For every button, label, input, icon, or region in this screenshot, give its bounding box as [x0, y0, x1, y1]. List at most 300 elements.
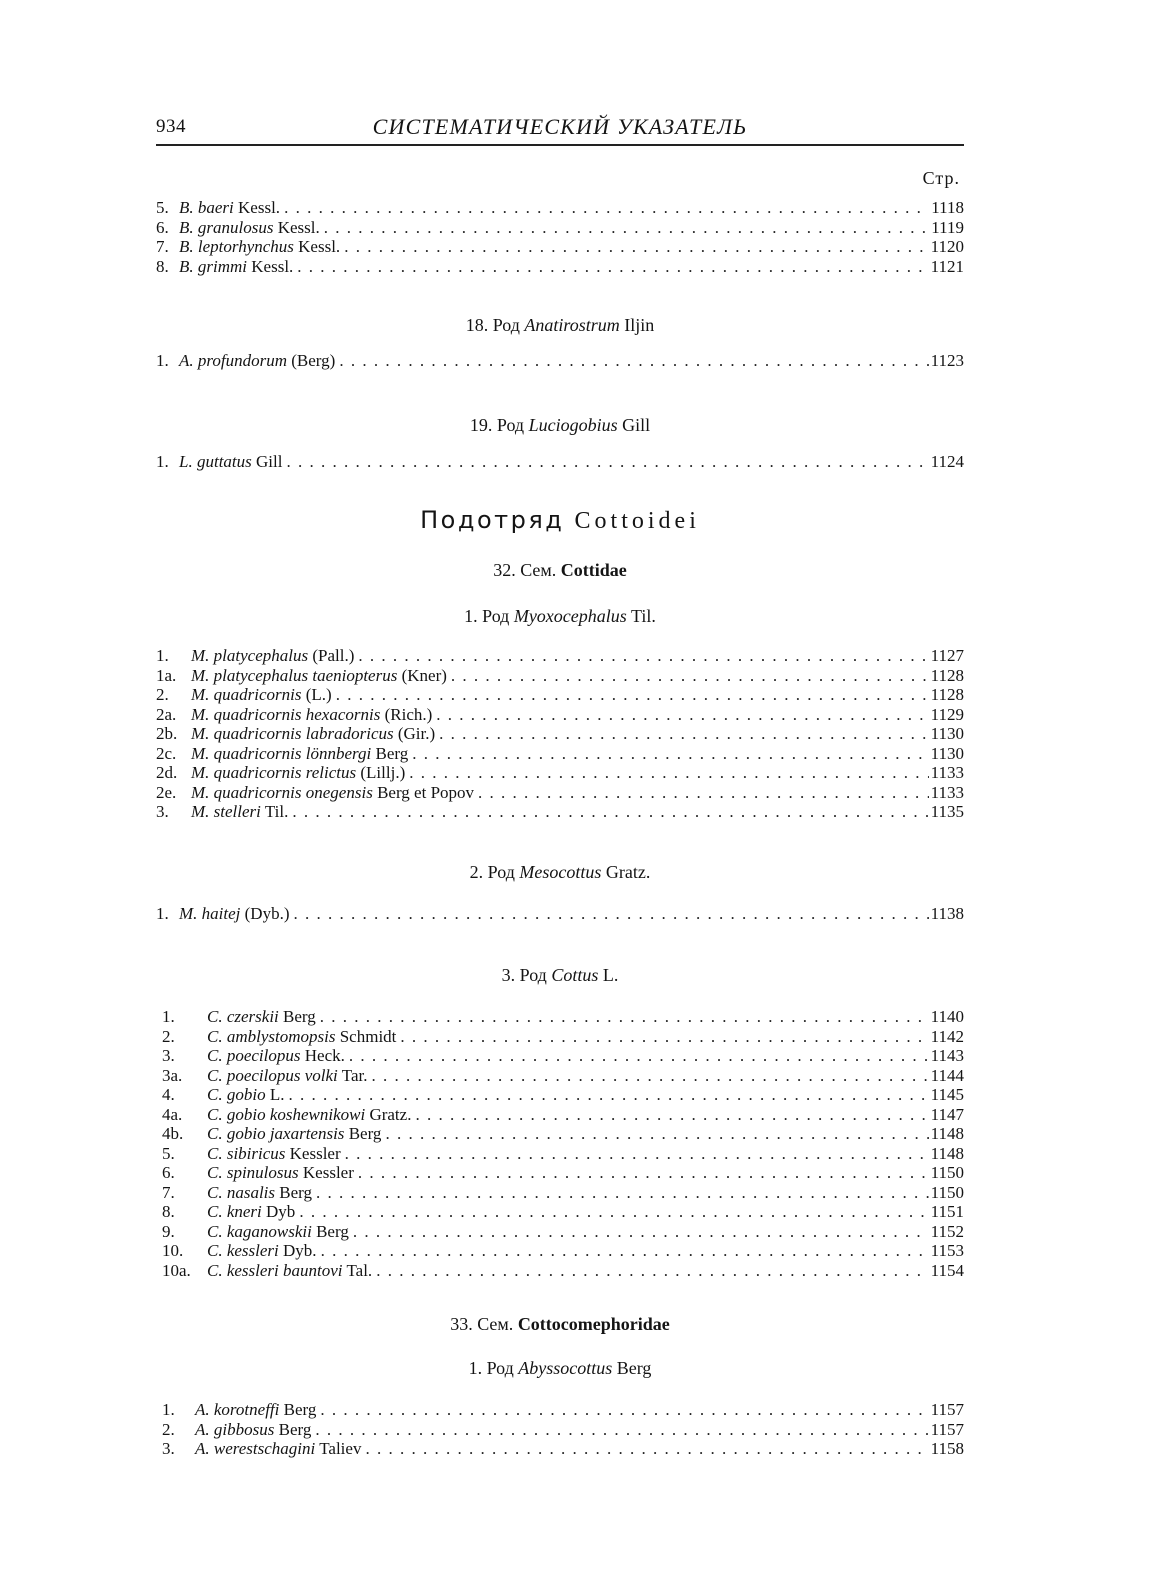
entry-page: 1128	[930, 665, 964, 685]
entry-author: (Lillj.)	[360, 763, 406, 782]
entry-page: 1130	[930, 743, 964, 763]
entry-author: Kessler	[302, 1163, 354, 1182]
dot-leader	[408, 744, 928, 764]
entry-name	[186, 724, 435, 744]
entry-genus-abbr: A.	[195, 1439, 210, 1458]
dot-leader	[316, 1007, 929, 1027]
entry-name	[174, 218, 320, 238]
family-rank: Сем.	[477, 1314, 514, 1334]
dot-leader	[290, 904, 929, 924]
index-entry	[156, 218, 964, 238]
index-entry	[156, 802, 964, 822]
entry-number: 1.	[162, 1400, 175, 1419]
entry-name	[202, 1124, 381, 1144]
family-heading-cottidae	[156, 558, 964, 582]
running-title: СИСТЕМАТИЧЕСКИЙ УКАЗАТЕЛЬ	[372, 114, 748, 139]
dot-leader	[341, 1144, 929, 1164]
entry-number: 2a.	[156, 704, 177, 724]
entry-page: 1119	[931, 217, 964, 237]
entry-name	[186, 685, 332, 705]
genus-name: Cottus	[551, 965, 599, 985]
list-cottus	[156, 1007, 964, 1280]
entry-species: kessleri	[226, 1241, 279, 1260]
dot-leader	[354, 646, 928, 666]
entry-number: 2e.	[156, 782, 177, 802]
entry-species: quadricornis labradoricus	[213, 724, 394, 743]
genus-heading-mesocottus	[156, 860, 964, 884]
index-entry	[162, 1261, 964, 1281]
entry-page: 1124	[930, 451, 964, 471]
entry-author: Taliev	[319, 1439, 362, 1458]
dot-leader	[332, 685, 929, 705]
genus-heading-abyssocottus	[156, 1356, 964, 1380]
index-entry	[156, 646, 964, 666]
entry-page: 1151	[930, 1202, 964, 1221]
entry-name	[186, 646, 354, 666]
index-entry	[156, 744, 964, 764]
list-top	[156, 198, 964, 276]
entry-species: quadricornis onegensis	[213, 782, 373, 802]
entry-species: poecilopus	[226, 1046, 301, 1065]
entry-name	[174, 452, 282, 472]
index-entry	[162, 1066, 964, 1086]
entry-number: 8.	[156, 256, 169, 276]
entry-name	[202, 1261, 372, 1281]
entry-name	[202, 1046, 345, 1066]
dot-leader	[284, 1085, 928, 1105]
dot-leader	[361, 1439, 928, 1459]
entry-number: 10.	[162, 1241, 184, 1260]
heading-rank: Род	[492, 315, 520, 335]
entry-number: 9.	[162, 1221, 175, 1241]
entry-author: Berg	[283, 1007, 316, 1026]
entry-page: 1145	[930, 1085, 964, 1104]
entry-number: 10a.	[162, 1260, 191, 1280]
entry-author: Berg	[316, 1221, 349, 1241]
entry-author: (Pall.)	[312, 646, 355, 665]
entry-author: Kessl.	[251, 256, 294, 276]
entry-number: 2.	[156, 685, 169, 704]
dot-leader	[293, 257, 928, 277]
entry-species: quadricornis relictus	[213, 763, 357, 782]
entry-author: Kessl.	[238, 198, 281, 217]
index-entry	[162, 1400, 964, 1420]
entry-name	[186, 666, 447, 686]
index-entry	[162, 1183, 964, 1203]
genus-author: Iljin	[624, 315, 655, 335]
index-content	[156, 168, 964, 1459]
heading-rank: Род	[496, 414, 525, 435]
entry-name	[186, 763, 405, 783]
entry-species: haitej	[201, 903, 241, 923]
entry-page: 1130	[930, 724, 964, 743]
entry-genus-abbr: C.	[207, 1182, 223, 1202]
heading-number: 19.	[469, 414, 493, 435]
dot-leader	[340, 237, 928, 257]
index-entry	[156, 724, 964, 744]
entry-genus-abbr: B.	[179, 198, 194, 217]
index-entry	[156, 198, 964, 218]
entry-genus-abbr: C.	[207, 1007, 223, 1026]
index-entry	[162, 1027, 964, 1047]
entry-page: 1157	[930, 1400, 964, 1419]
entry-species: guttatus	[196, 451, 252, 471]
entry-author: Til.	[264, 802, 289, 821]
dot-leader	[474, 783, 929, 803]
dot-leader	[288, 802, 928, 822]
entry-species: amblystomopsis	[226, 1026, 336, 1046]
entry-genus-abbr: M.	[191, 646, 210, 665]
entry-name	[202, 1007, 316, 1027]
entry-name	[202, 1183, 312, 1203]
genus-author: Berg	[616, 1358, 652, 1378]
entry-number: 5.	[162, 1143, 175, 1163]
entry-name	[174, 904, 290, 924]
entry-species: gobio jaxartensis	[226, 1124, 345, 1143]
genus-heading-anatirostrum	[156, 313, 964, 337]
family-number: 32.	[493, 560, 516, 580]
heading-rank: Род	[519, 965, 547, 985]
entry-genus-abbr: C.	[207, 1260, 223, 1280]
entry-genus-abbr: C.	[207, 1202, 223, 1221]
entry-number: 7.	[156, 237, 169, 256]
entry-number: 1.	[162, 1007, 175, 1026]
index-entry	[162, 1241, 964, 1261]
entry-author: (Rich.)	[384, 704, 433, 724]
entry-name	[174, 237, 340, 257]
entry-genus-abbr: A.	[179, 351, 194, 370]
heading-rank: Род	[482, 606, 510, 626]
entry-genus-abbr: C.	[207, 1026, 223, 1046]
entry-species: nasalis	[226, 1182, 276, 1202]
entry-species: platycephalus taeniopterus	[213, 665, 398, 685]
suborder-name: Cottoidei	[574, 508, 700, 534]
entry-number: 3a.	[162, 1065, 183, 1085]
dot-leader	[282, 452, 928, 472]
index-entry	[162, 1046, 964, 1066]
entry-name	[186, 744, 408, 764]
index-entry	[162, 1420, 964, 1440]
entry-name	[186, 705, 432, 725]
entry-name	[202, 1222, 349, 1242]
entry-genus-abbr: M.	[191, 724, 210, 743]
entry-genus-abbr: A.	[195, 1400, 210, 1419]
list-luciogobius	[156, 452, 964, 472]
family-name: Cottidae	[560, 560, 627, 580]
entry-author: Berg	[283, 1400, 317, 1419]
index-entry	[156, 685, 964, 705]
index-entry	[156, 705, 964, 725]
genus-heading-luciogobius	[156, 413, 964, 437]
genus-heading-myoxocephalus	[156, 604, 964, 628]
family-number: 33.	[450, 1314, 473, 1334]
entry-name	[174, 198, 280, 218]
entry-species: granulosus	[197, 217, 274, 237]
entry-page: 1127	[930, 646, 964, 665]
entry-author: (Kner)	[401, 665, 447, 685]
entry-genus-abbr: M.	[191, 704, 210, 724]
entry-author: Kessler	[289, 1143, 341, 1163]
dot-leader	[432, 705, 928, 725]
entry-number: 2.	[162, 1026, 175, 1046]
entry-author: Gill	[256, 451, 283, 471]
index-entry	[162, 1007, 964, 1027]
entry-name	[186, 802, 288, 822]
entry-author: Kessl.	[277, 217, 320, 237]
entry-number: 1.	[156, 646, 169, 665]
entry-author: (Berg)	[291, 351, 336, 370]
entry-page: 1135	[930, 802, 964, 821]
entry-number: 6.	[162, 1163, 175, 1182]
genus-author: L.	[602, 965, 619, 985]
index-entry	[156, 257, 964, 277]
entry-page: 1138	[930, 903, 964, 923]
index-entry	[162, 1105, 964, 1125]
entry-author: (Gir.)	[397, 724, 436, 743]
index-entry	[162, 1144, 964, 1164]
entry-genus-abbr: M.	[191, 665, 210, 685]
entry-name	[202, 1027, 396, 1047]
entry-genus-abbr: C.	[207, 1163, 223, 1182]
entry-page: 1120	[930, 237, 964, 256]
entry-species: kaganowskii	[226, 1221, 312, 1241]
entry-page: 1121	[930, 256, 964, 276]
entry-name	[202, 1085, 284, 1105]
entry-number: 2.	[162, 1419, 175, 1439]
entry-genus-abbr: C.	[207, 1046, 223, 1065]
family-heading-cottocomephoridae	[156, 1312, 964, 1336]
index-entry	[162, 1222, 964, 1242]
dot-leader	[311, 1420, 928, 1440]
entry-genus-abbr: M.	[191, 685, 210, 704]
heading-number: 3.	[501, 965, 516, 985]
entry-genus-abbr: C.	[207, 1221, 223, 1241]
entry-page: 1148	[930, 1143, 964, 1163]
entry-name	[202, 1163, 354, 1183]
entry-number: 1.	[156, 351, 169, 370]
entry-genus-abbr: C.	[207, 1124, 223, 1143]
index-entry	[156, 904, 964, 924]
genus-name: Myoxocephalus	[513, 606, 627, 626]
dot-leader	[320, 218, 930, 238]
suborder-heading	[156, 505, 964, 536]
entry-name	[202, 1144, 341, 1164]
index-entry	[156, 666, 964, 686]
entry-name	[186, 783, 474, 803]
entry-page: 1118	[931, 198, 964, 217]
entry-author: Berg	[375, 743, 409, 763]
entry-number: 3.	[162, 1439, 175, 1458]
entry-page: 1133	[930, 782, 964, 802]
entry-number: 3.	[162, 1046, 175, 1065]
entry-number: 2d.	[156, 763, 178, 782]
dot-leader	[396, 1027, 928, 1047]
dot-leader	[280, 198, 929, 218]
entry-page: 1147	[930, 1104, 964, 1124]
entry-author: Heck.	[304, 1046, 345, 1065]
dot-leader	[354, 1163, 929, 1183]
entry-genus-abbr: M.	[191, 802, 210, 821]
entry-species: gobio koshewnikowi	[226, 1104, 366, 1124]
entry-name	[202, 1066, 367, 1086]
entry-author: Berg et Popov	[377, 782, 475, 802]
heading-number: 18.	[465, 315, 489, 335]
entry-genus-abbr: C.	[207, 1143, 223, 1163]
entry-name	[190, 1439, 361, 1459]
dot-leader	[405, 763, 928, 783]
list-abyssocottus	[156, 1400, 964, 1459]
index-entry	[162, 1085, 964, 1105]
genus-author: Gill	[622, 414, 651, 435]
entry-species: quadricornis	[213, 685, 302, 704]
entry-page: 1123	[930, 351, 964, 370]
entry-number: 1.	[156, 903, 169, 923]
entry-page: 1143	[930, 1046, 964, 1065]
entry-genus-abbr: C.	[207, 1065, 223, 1085]
heading-rank: Род	[487, 861, 515, 882]
entry-name	[202, 1105, 411, 1125]
entry-species: gobio	[226, 1085, 266, 1104]
entry-page: 1154	[930, 1260, 964, 1280]
entry-species: gibbosus	[213, 1419, 275, 1439]
entry-author: (Dyb.)	[244, 903, 290, 923]
entry-genus-abbr: L.	[179, 451, 193, 471]
entry-page: 1128	[930, 685, 964, 704]
entry-page: 1153	[930, 1241, 964, 1260]
suborder-rank: Подотряд	[420, 506, 565, 534]
entry-species: kneri	[226, 1202, 262, 1221]
entry-page: 1129	[930, 704, 964, 724]
page-header	[156, 110, 964, 144]
entry-name	[202, 1202, 295, 1222]
entry-species: baeri	[197, 198, 234, 217]
entry-author: Schmidt	[339, 1026, 397, 1046]
dot-leader	[367, 1066, 928, 1086]
dot-leader	[335, 351, 928, 371]
entry-number: 7.	[162, 1182, 175, 1202]
dot-leader	[435, 724, 928, 744]
entry-page: 1150	[930, 1163, 964, 1182]
entry-page: 1152	[930, 1221, 964, 1241]
index-entry	[156, 763, 964, 783]
entry-species: quadricornis lönnbergi	[213, 743, 372, 763]
entry-number: 2c.	[156, 743, 177, 763]
dot-leader	[447, 666, 929, 686]
genus-author: Til.	[630, 606, 656, 626]
entry-page: 1142	[930, 1026, 964, 1046]
dot-leader	[316, 1400, 928, 1420]
entry-page: 1148	[930, 1124, 964, 1143]
dot-leader	[295, 1202, 928, 1222]
entry-author: L.	[269, 1085, 285, 1104]
index-entry	[162, 1439, 964, 1459]
entry-author: Tar.	[341, 1065, 368, 1085]
entry-genus-abbr: M.	[179, 903, 198, 923]
entry-species: leptorhynchus	[197, 237, 294, 256]
entry-species: sibiricus	[226, 1143, 286, 1163]
entry-name	[190, 1400, 316, 1420]
entry-number: 1.	[156, 451, 169, 471]
entry-page: 1144	[930, 1065, 964, 1085]
index-entry	[162, 1124, 964, 1144]
entry-genus-abbr: C.	[207, 1241, 223, 1260]
entry-name	[174, 257, 293, 277]
entry-page: 1150	[930, 1182, 964, 1202]
entry-page: 1158	[930, 1439, 964, 1458]
entry-number: 3.	[156, 802, 169, 821]
entry-name	[202, 1241, 317, 1261]
entry-genus-abbr: M.	[191, 782, 210, 802]
entry-author: Gratz.	[369, 1104, 412, 1124]
entry-number: 1a.	[156, 665, 177, 685]
entry-species: kessleri bauntovi	[226, 1260, 343, 1280]
entry-number: 5.	[156, 198, 169, 217]
entry-genus-abbr: C.	[207, 1085, 223, 1104]
entry-author: Berg	[278, 1419, 312, 1439]
entry-author: (L.)	[305, 685, 332, 704]
family-rank: Сем.	[520, 560, 557, 580]
heading-number: 2.	[469, 861, 484, 882]
entry-author: Kessl.	[298, 237, 341, 256]
entry-genus-abbr: A.	[195, 1419, 210, 1439]
page-column-label: Стр.	[922, 168, 960, 188]
dot-leader	[312, 1183, 929, 1203]
entry-author: Dyb	[266, 1202, 296, 1221]
entry-author: Dyb.	[283, 1241, 317, 1260]
index-entry	[156, 783, 964, 803]
entry-species: stelleri	[213, 802, 261, 821]
genus-heading-cottus	[156, 963, 964, 987]
entry-name	[174, 351, 335, 371]
index-entry	[156, 452, 964, 472]
dot-leader	[372, 1261, 928, 1281]
entry-author: Berg	[279, 1182, 313, 1202]
entry-species: werestschagini	[213, 1439, 316, 1458]
genus-name: Mesocottus	[519, 861, 602, 882]
entry-genus-abbr: B.	[179, 217, 194, 237]
entry-species: profundorum	[197, 351, 287, 370]
entry-name	[190, 1420, 311, 1440]
index-entry	[162, 1202, 964, 1222]
header-rule	[156, 144, 964, 146]
family-name: Cottocomephoridae	[517, 1314, 670, 1334]
entry-genus-abbr: C.	[207, 1104, 223, 1124]
entry-number: 4a.	[162, 1104, 183, 1124]
dot-leader	[411, 1105, 928, 1125]
dot-leader	[381, 1124, 928, 1144]
list-myoxocephalus	[156, 646, 964, 822]
entry-number: 4.	[162, 1085, 175, 1104]
entry-page: 1133	[930, 763, 964, 782]
list-anatirostrum	[156, 351, 964, 371]
index-entry	[156, 237, 964, 257]
entry-species: korotneffi	[213, 1400, 280, 1419]
entry-species: platycephalus	[213, 646, 309, 665]
entry-author: Berg	[348, 1124, 382, 1143]
entry-author: Tal.	[346, 1260, 373, 1280]
entry-species: poecilopus volki	[226, 1065, 338, 1085]
genus-name: Abyssocottus	[518, 1358, 613, 1378]
entry-genus-abbr: M.	[191, 743, 210, 763]
entry-page: 1157	[930, 1419, 964, 1439]
heading-rank: Род	[486, 1358, 514, 1378]
genus-name: Anatirostrum	[524, 315, 620, 335]
index-entry	[156, 351, 964, 371]
entry-number: 2b.	[156, 724, 178, 743]
dot-leader	[345, 1046, 929, 1066]
dot-leader	[317, 1241, 929, 1261]
entry-species: czerskii	[226, 1007, 279, 1026]
